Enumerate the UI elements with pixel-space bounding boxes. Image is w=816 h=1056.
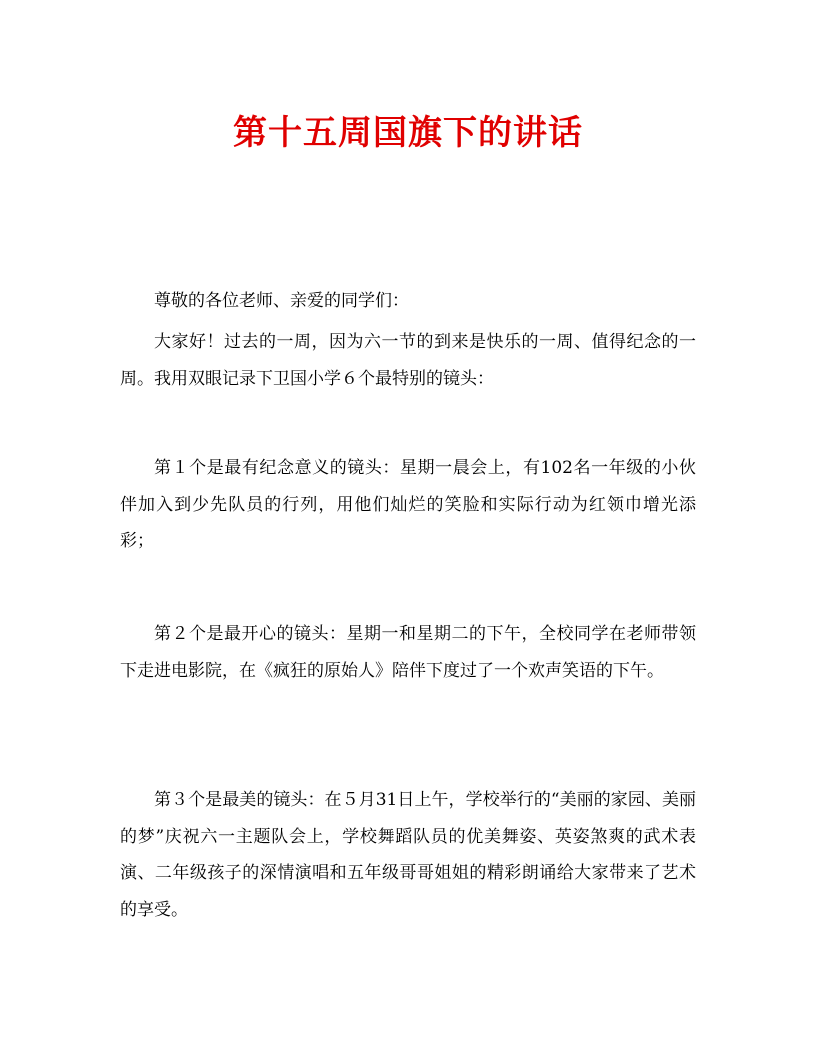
paragraph-scene-1: 第１个是最有纪念意义的镜头：星期一晨会上，有102名一年级的小伙伴加入到少先队员的行列，用他们灿烂的笑脸和实际行动为红领巾增光添彩； (120, 458, 696, 551)
document-title: 第十五周国旗下的讲话 (233, 113, 583, 153)
paragraph-greeting: 尊敬的各位老师、亲爱的同学们： (154, 291, 409, 311)
paragraph-scene-2: 第２个是最开心的镜头：星期一和星期二的下午，全校同学在老师带领下走进电影院，在《疯狂的原始人》陪伴下度过了一个欢声笑语的下午。 (120, 624, 696, 681)
paragraph-intro: 大家好！过去的一周，因为六一节的到来是快乐的一周、值得纪念的一周。我用双眼记录下卫国小学６个最特别的镜头： (120, 332, 696, 389)
paragraph-scene-3: 第３个是最美的镜头：在５月31日上午，学校举行的“美丽的家园、美丽的梦”庆祝六一主题队会上，学校舞蹈队员的优美舞姿、英姿煞爽的武术表演、二年级孩子的深情演唱和五年级哥哥姐姐的精彩朗诵给大家带来了艺术的享受。 (120, 790, 696, 920)
